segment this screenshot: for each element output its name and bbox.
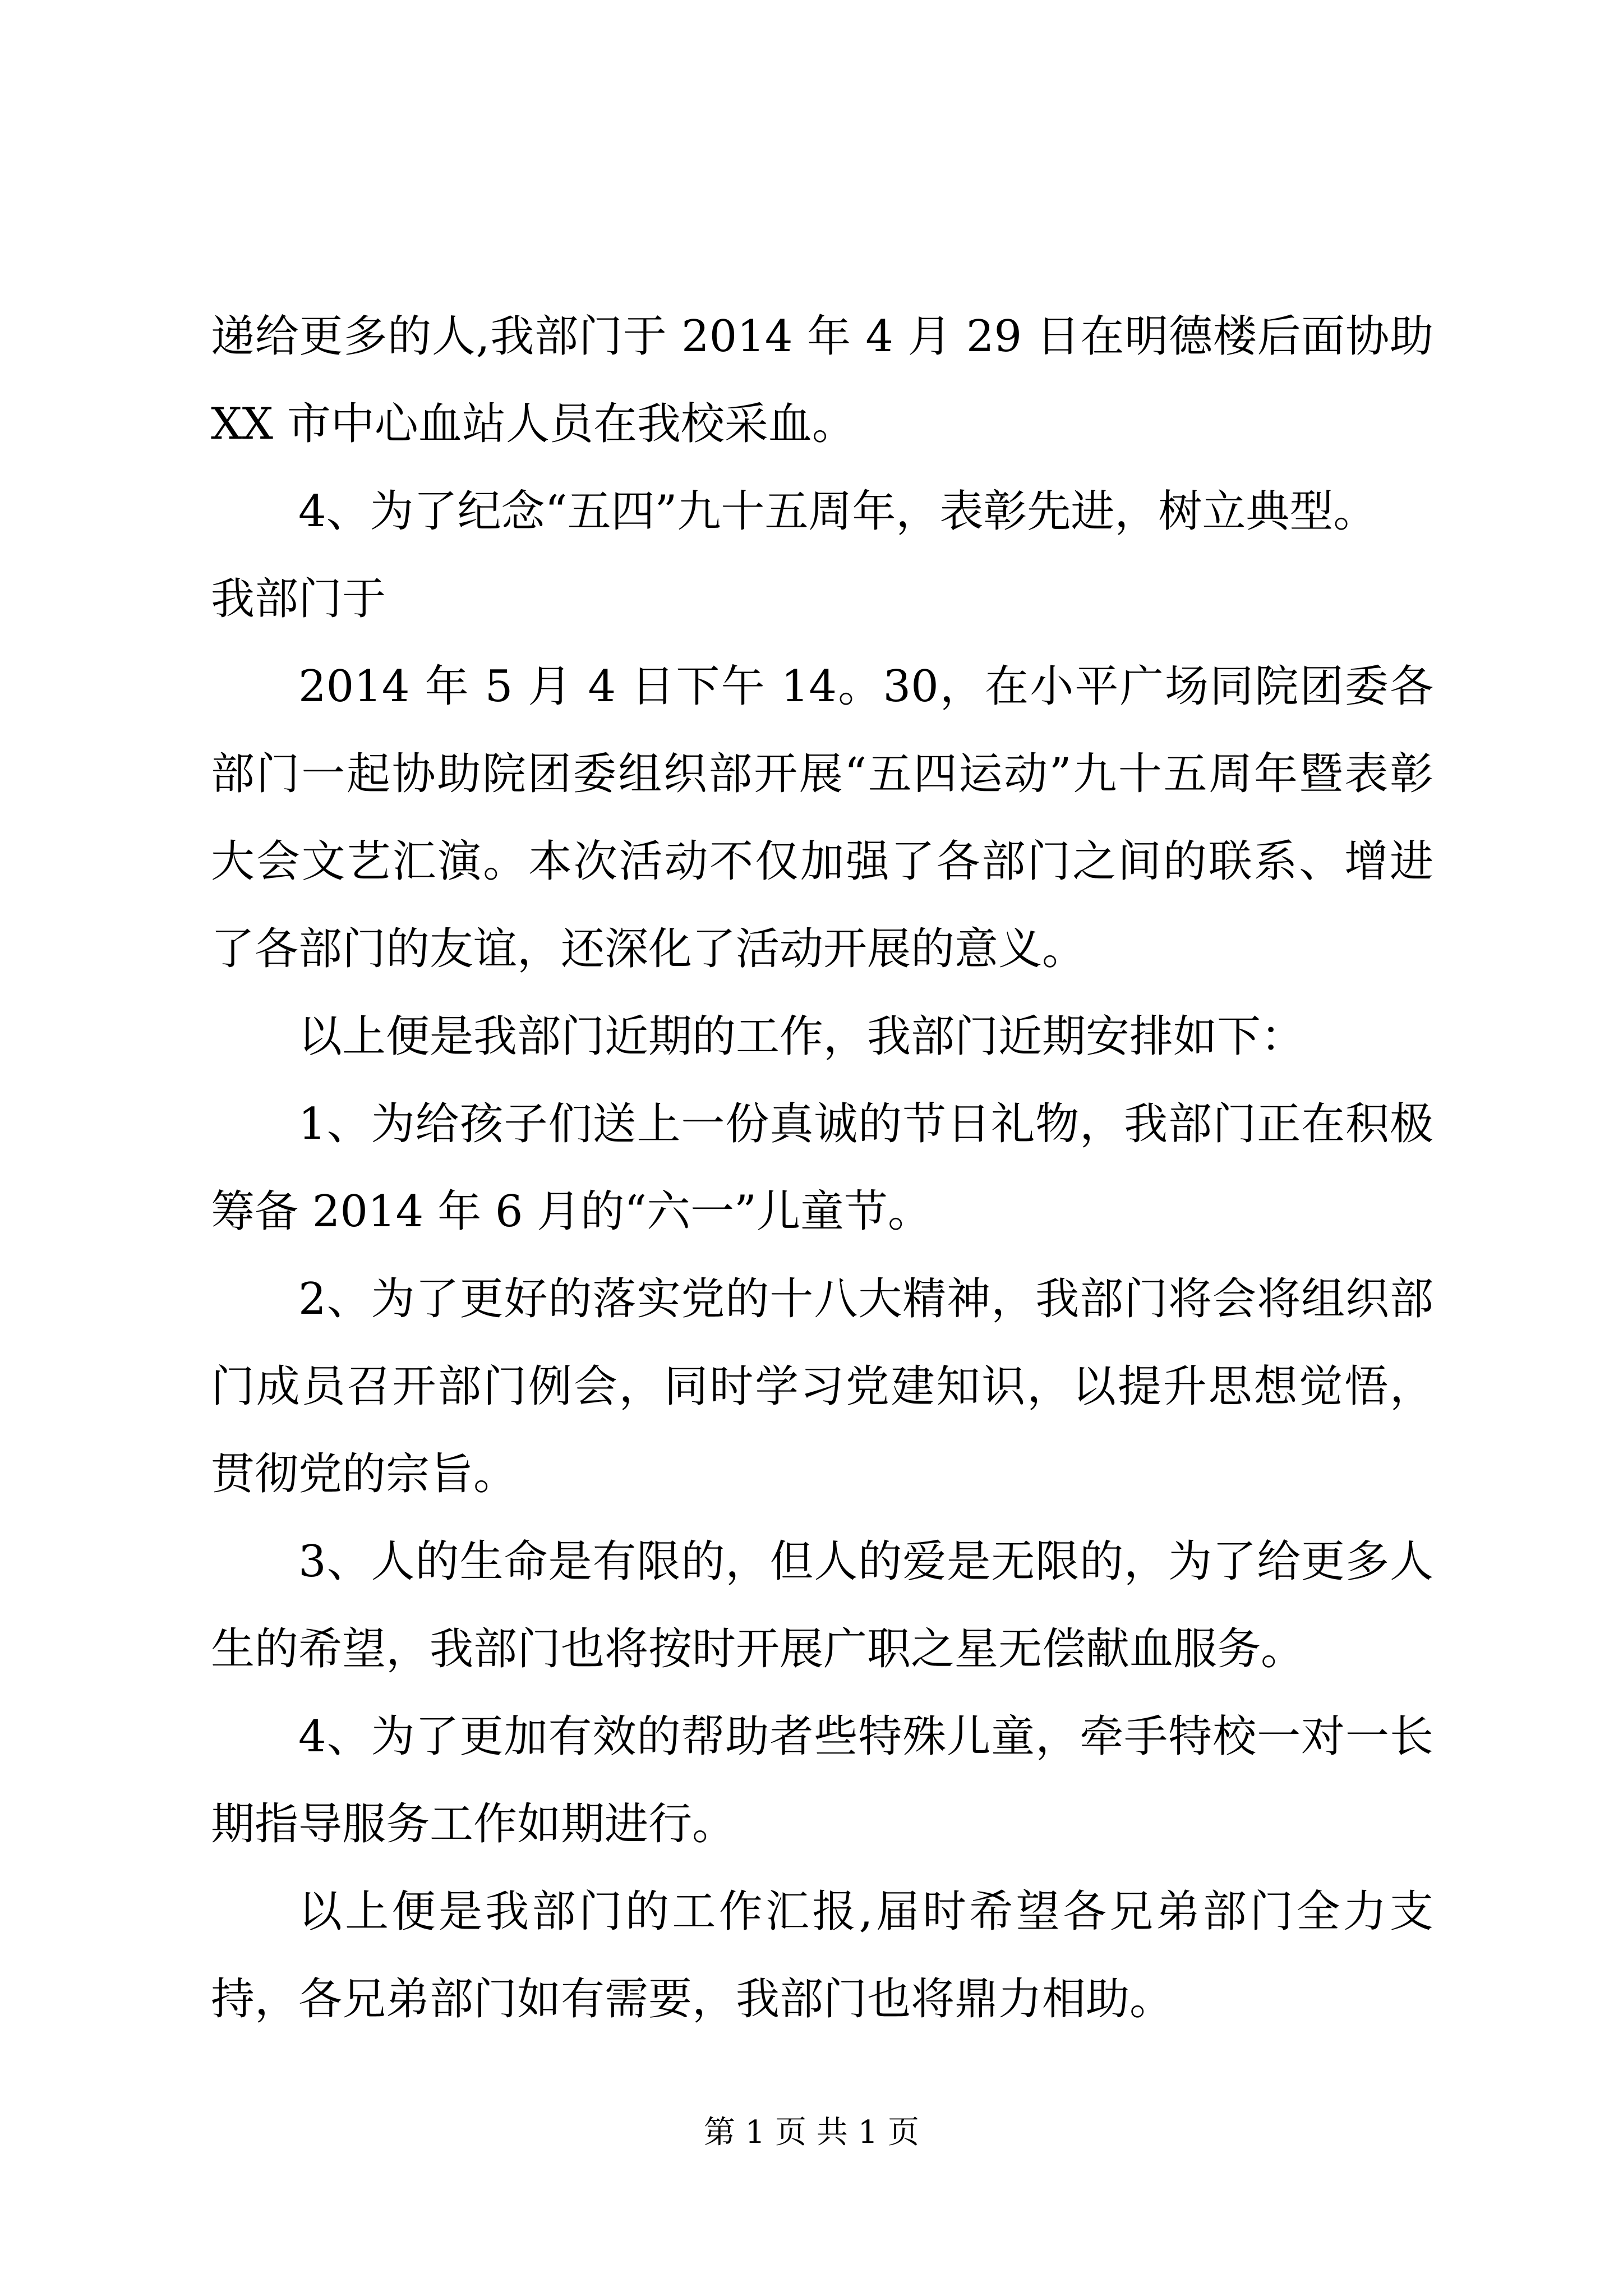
paragraph-department-line: 我部门于 [211, 574, 386, 624]
paragraph-may-fourth-event: 2014 年 5 月 4 日下午 14。30，在小平广场同院团委各部门一起协助院团委组织部开展“五四运动”九十五周年暨表彰大会文艺汇演。本次活动不仅加强了各部门之间的联系、增进了各部门的友谊，还深化了活动开展的意义。 [211, 661, 1433, 974]
paragraph-plan-childrens-day: 1、为给孩子们送上一份真诚的节日礼物，我部门正在积极筹备 2014 年 6 月的“六一”儿童节。 [211, 1099, 1433, 1237]
page-footer: 第 1 页 共 1 页 [703, 2114, 920, 2151]
paragraph-plan-party-study: 2、为了更好的落实党的十八大精神，我部门将会将组织部门成员召开部门例会，同时学习党建知识，以提升思想觉悟，贯彻党的宗旨。 [211, 1274, 1433, 1499]
paragraph-blood-drive-continued: 递给更多的人,我部门于 2014 年 4 月 29 日在明德楼后面协助 XX 市中心血站人员在我校采血。 [211, 311, 1433, 449]
document-body [211, 293, 1433, 2043]
paragraph-may-fourth-item: 4、为了纪念“五四”九十五周年，表彰先进，树立典型。 [298, 486, 1377, 537]
paragraph-closing: 以上便是我部门的工作汇报,届时希望各兄弟部门全力支持，各兄弟部门如有需要，我部门也将鼎力相助。 [211, 1887, 1433, 2024]
paragraph-plan-blood-donation: 3、人的生命是有限的，但人的爱是无限的，为了给更多人生的希望，我部门也将按时开展广职之星无偿献血服务。 [211, 1536, 1433, 1674]
paragraph-plan-special-school: 4、为了更加有效的帮助者些特殊儿童，牵手特校一对一长期指导服务工作如期进行。 [211, 1711, 1433, 1849]
paragraph-plans-intro: 以上便是我部门近期的工作，我部门近期安排如下： [298, 1011, 1305, 1062]
